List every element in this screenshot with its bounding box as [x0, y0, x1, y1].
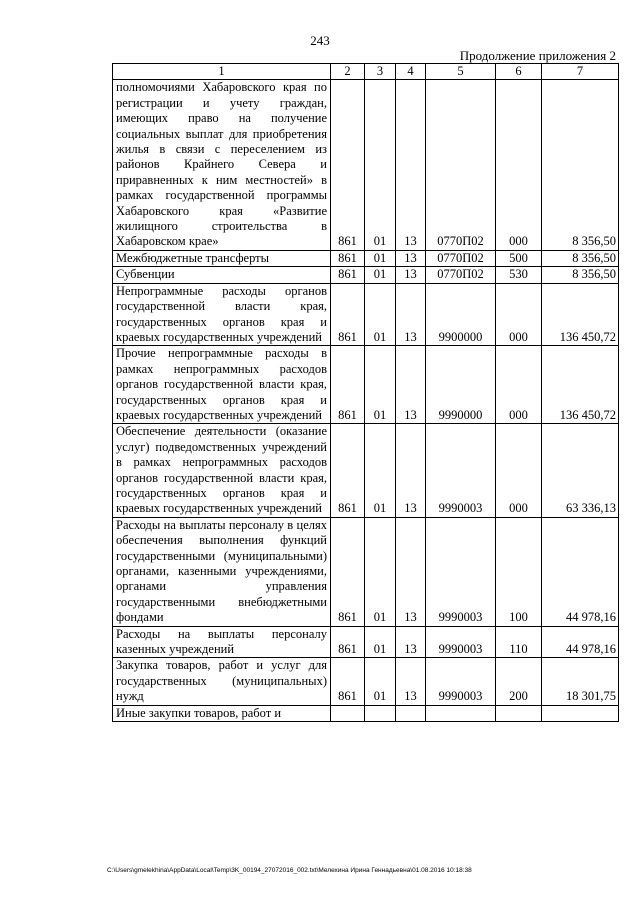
table-row — [113, 250, 619, 266]
header-cell: 4 — [396, 64, 426, 80]
cell-col2: 861 — [331, 626, 365, 658]
cell-col5: 0770П02 — [426, 80, 496, 250]
cell-col4: 13 — [396, 283, 426, 346]
header-cell: 2 — [331, 64, 365, 80]
cell-col3: 01 — [365, 626, 396, 658]
cell-col2: 861 — [331, 283, 365, 346]
cell-amount — [542, 705, 619, 721]
cell-col4: 13 — [396, 80, 426, 250]
row-description: Межбюджетные трансферты — [113, 250, 331, 266]
table-row — [113, 658, 619, 705]
table-row — [113, 267, 619, 283]
table-row — [113, 346, 619, 424]
cell-col6: 000 — [496, 424, 542, 517]
table-row — [113, 424, 619, 517]
cell-col4 — [396, 705, 426, 721]
cell-amount: 8 356,50 — [542, 250, 619, 266]
cell-col2: 861 — [331, 267, 365, 283]
header-cell: 6 — [496, 64, 542, 80]
cell-col6: 000 — [496, 80, 542, 250]
cell-col3: 01 — [365, 346, 396, 424]
row-description: Обеспечение деятельности (оказание услуг) подведомственных учреждений в рамках непрограммных расходов органов государственной власти края, государственных органов края и краевых государственных учреждений — [113, 424, 331, 517]
cell-col2: 861 — [331, 517, 365, 626]
cell-col6: 110 — [496, 626, 542, 658]
cell-col4: 13 — [396, 346, 426, 424]
budget-table — [112, 63, 619, 722]
header-cell: 1 — [113, 64, 331, 80]
cell-col6: 000 — [496, 346, 542, 424]
cell-col2: 861 — [331, 346, 365, 424]
cell-amount: 8 356,50 — [542, 267, 619, 283]
cell-col5: 0770П02 — [426, 267, 496, 283]
table-row — [113, 626, 619, 658]
cell-col2: 861 — [331, 80, 365, 250]
cell-amount: 136 450,72 — [542, 283, 619, 346]
cell-col4: 13 — [396, 517, 426, 626]
continuation-note: Продолжение приложения 2 — [459, 48, 616, 63]
cell-amount: 44 978,16 — [542, 626, 619, 658]
cell-col2: 861 — [331, 658, 365, 705]
cell-col5: 0770П02 — [426, 250, 496, 266]
cell-col5 — [426, 705, 496, 721]
cell-col3: 01 — [365, 267, 396, 283]
row-description: Иные закупки товаров, работ и — [113, 705, 331, 721]
cell-col5: 9990003 — [426, 626, 496, 658]
table-row — [113, 80, 619, 250]
row-description: Закупка товаров, работ и услуг для государственных (муниципальных) нужд — [113, 658, 331, 705]
cell-col4: 13 — [396, 250, 426, 266]
cell-col6: 530 — [496, 267, 542, 283]
footer-path: C:\Users\gmelekhina\AppData\Local\Temp\3K_00194_27072016_002.txt\Мелехина Ирина Геннадьевна\01.08.2016 10:18:38 — [107, 867, 472, 874]
cell-col2 — [331, 705, 365, 721]
table-row — [113, 517, 619, 626]
cell-col4: 13 — [396, 658, 426, 705]
header-cell: 7 — [542, 64, 619, 80]
cell-amount: 8 356,50 — [542, 80, 619, 250]
row-description: Расходы на выплаты персоналу в целях обеспечения выполнения функций государственными (муниципальными) органами, казенными учреждениями, органами управления государственными внебюджетными фондами — [113, 517, 331, 626]
cell-amount: 63 336,13 — [542, 424, 619, 517]
row-description: Расходы на выплаты персоналу казенных учреждений — [113, 626, 331, 658]
row-description: полномочиями Хабаровского края по регистрации и учету граждан, имеющих право на получение социальных выплат для приобретения жилья в связи с переселением из районов Крайнего Севера и приравненных к ним местностей» в рамках государственной программы Хабаровского края «Развитие жилищного строительства в Хабаровском крае» — [113, 80, 331, 250]
cell-amount: 136 450,72 — [542, 346, 619, 424]
cell-col3: 01 — [365, 517, 396, 626]
cell-col2: 861 — [331, 424, 365, 517]
cell-amount: 18 301,75 — [542, 658, 619, 705]
cell-col4: 13 — [396, 424, 426, 517]
cell-col6: 100 — [496, 517, 542, 626]
row-description: Прочие непрограммные расходы в рамках непрограммных расходов органов государственной власти края, государственных органов края и краевых государственных учреждений — [113, 346, 331, 424]
cell-col6 — [496, 705, 542, 721]
table-row — [113, 705, 619, 721]
row-description: Субвенции — [113, 267, 331, 283]
cell-col5: 9990003 — [426, 517, 496, 626]
cell-col5: 9990000 — [426, 346, 496, 424]
cell-amount: 44 978,16 — [542, 517, 619, 626]
cell-col5: 9900000 — [426, 283, 496, 346]
cell-col6: 000 — [496, 283, 542, 346]
cell-col2: 861 — [331, 250, 365, 266]
cell-col4: 13 — [396, 267, 426, 283]
cell-col3: 01 — [365, 658, 396, 705]
cell-col6: 500 — [496, 250, 542, 266]
cell-col3: 01 — [365, 80, 396, 250]
cell-col5: 9990003 — [426, 424, 496, 517]
header-row — [113, 64, 619, 80]
cell-col3: 01 — [365, 424, 396, 517]
cell-col3: 01 — [365, 250, 396, 266]
table-row — [113, 283, 619, 346]
cell-col6: 200 — [496, 658, 542, 705]
row-description: Непрограммные расходы органов государственной власти края, государственных органов края и краевых государственных учреждений — [113, 283, 331, 346]
header-cell: 5 — [426, 64, 496, 80]
cell-col5: 9990003 — [426, 658, 496, 705]
cell-col3: 01 — [365, 283, 396, 346]
cell-col4: 13 — [396, 626, 426, 658]
cell-col3 — [365, 705, 396, 721]
page-number: 243 — [310, 33, 330, 48]
header-cell: 3 — [365, 64, 396, 80]
